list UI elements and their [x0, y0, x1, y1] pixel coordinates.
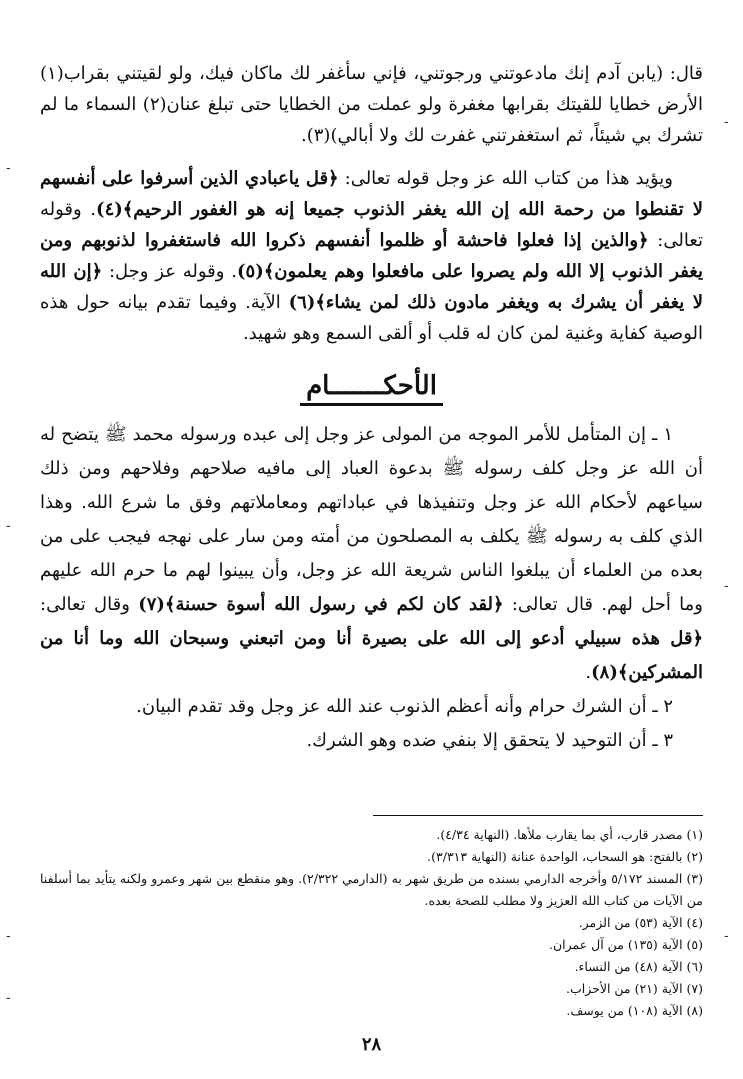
margin-mark: -	[724, 114, 729, 130]
footnote-4: (٤) الآية (٥٣) من الزمر.	[578, 915, 703, 930]
margin-mark: -	[6, 518, 11, 534]
ruling-3: ٣ ـ أن التوحيد لا يتحقق إلا بنفي ضده وهو الشرك.	[306, 730, 673, 751]
text-run: . وقوله تعالى:	[40, 199, 703, 251]
footnote-separator	[373, 815, 703, 816]
footnote-1: (١) مصدر قارب، أي بما يقارب ملأها. (النهاية ٤/٣٤).	[436, 827, 703, 842]
quran-quote: ﴿قل ياعبادي الذين أسرفوا على أنفسهم لا تقنطوا من رحمة الله إن الله يغفر الذنوب جميعا إنه هو الغفور الرحيم﴾(٤)	[40, 168, 703, 220]
section-heading-text: الأحكـــــــام	[300, 371, 443, 406]
page-body	[40, 58, 703, 1018]
paragraph-quran-support	[40, 163, 703, 349]
paragraph-hadith: قال: (يابن آدم إنك مادعوتني ورجوتني، فإني سأغفر لك ماكان فيك، ولو لقيتني بقراب(١) الأرض خطايا للقيتك بقرابها مغفرة ولو عملت من الخطايا حتى تبلغ عنان(٢) السماء ما لم تشرك بي شيئاً، ثم استغفرتني غفرت لك ولا أبالي)(٣).	[40, 63, 703, 146]
margin-mark: -	[6, 160, 11, 176]
footnote-5: (٥) الآية (١٣٥) من آل عمران.	[548, 937, 703, 952]
text-run: الآية. وفيما تقدم بيانه حول هذه الوصية كفاية وغنية لمن كان له قلب أو ألقى السمع وهو شهيد.	[40, 292, 703, 344]
footnote-8: (٨) الآية (١٠٨) من يوسف.	[566, 1003, 703, 1018]
margin-mark: -	[724, 928, 729, 944]
page-number: ٢٨	[361, 1034, 382, 1055]
footnotes	[40, 824, 703, 1022]
ruling-2: ٢ ـ أن الشرك حرام وأنه أعظم الذنوب عند الله عز وجل وقد تقدم البيان.	[136, 696, 673, 717]
footnote-3: (٣) المسند ٥/١٧٢ وأخرجه الدارمي بسنده من طريق شهر به (الدارمي ٢/٣٢٢). وهو منقطع بين شهر وعمرو ولكنه يتأيد بما أسلفنا من الآيات من كتاب الله العزيز ولا مطلب للصحة بعده.	[40, 871, 703, 908]
quran-quote: ﴿لقد كان لكم في رسول الله أسوة حسنة﴾(٧)	[138, 594, 504, 615]
margin-mark: -	[6, 990, 11, 1006]
quran-quote: ﴿والذين إذا فعلوا فاحشة أو ظلموا أنفسهم ذكروا الله فاستغفروا لذنوبهم ومن يغفر الذنوب إلا الله ولم يصروا على مافعلوا وهم يعلمون﴾(٥)	[40, 230, 703, 282]
footnote-7: (٧) الآية (٢١) من الأحزاب.	[565, 981, 703, 996]
quran-quote: ﴿قل هذه سبيلي أدعو إلى الله على بصيرة أنا ومن اتبعني وسبحان الله وما أنا من المشركين﴾(٨)	[40, 628, 703, 683]
section-heading	[40, 371, 703, 406]
text-run: . وقوله عز وجل:	[102, 261, 237, 282]
text-run: ويؤيد هذا من كتاب الله عز وجل قوله تعالى:	[338, 168, 673, 189]
footnote-2: (٢) بالفتح: هو السحاب، الواحدة عنانة (النهاية ٣/٣١٣).	[427, 849, 703, 864]
text-run: .	[585, 662, 592, 683]
footnote-6: (٦) الآية (٤٨) من النساء.	[574, 959, 703, 974]
text-run: وقال تعالى:	[40, 594, 139, 615]
text-run: ١ ـ إن المتأمل للأمر الموجه من المولى عز وجل إلى عبده ورسوله محمد ﷺ يتضح له أن الله عز وجل كلف رسوله ﷺ بدعوة العباد إلى مافيه صلاحهم وفلاحهم ومن ذلك سياعهم لأحكام الله عز وجل وتنفيذها في عباداتهم ومعاملاتهم وفق ما شرع الله. وهذا الذي كلف به رسوله ﷺ يكلف به المصلحون من أمته ومن سار على نهجه فيجب على من بعده من العلماء أن يبلغوا الناس شريعة الله عز وجل، وأن يبينوا لهم ما حرم الله عليهم وما أحل لهم. قال تعالى:	[40, 424, 703, 615]
margin-mark: -	[6, 928, 11, 944]
ruling-1	[40, 418, 703, 690]
quran-quote: ﴿إن الله لا يغفر أن يشرك به ويغفر مادون ذلك لمن يشاء﴾(٦)	[40, 261, 703, 313]
margin-mark: -	[724, 578, 729, 594]
